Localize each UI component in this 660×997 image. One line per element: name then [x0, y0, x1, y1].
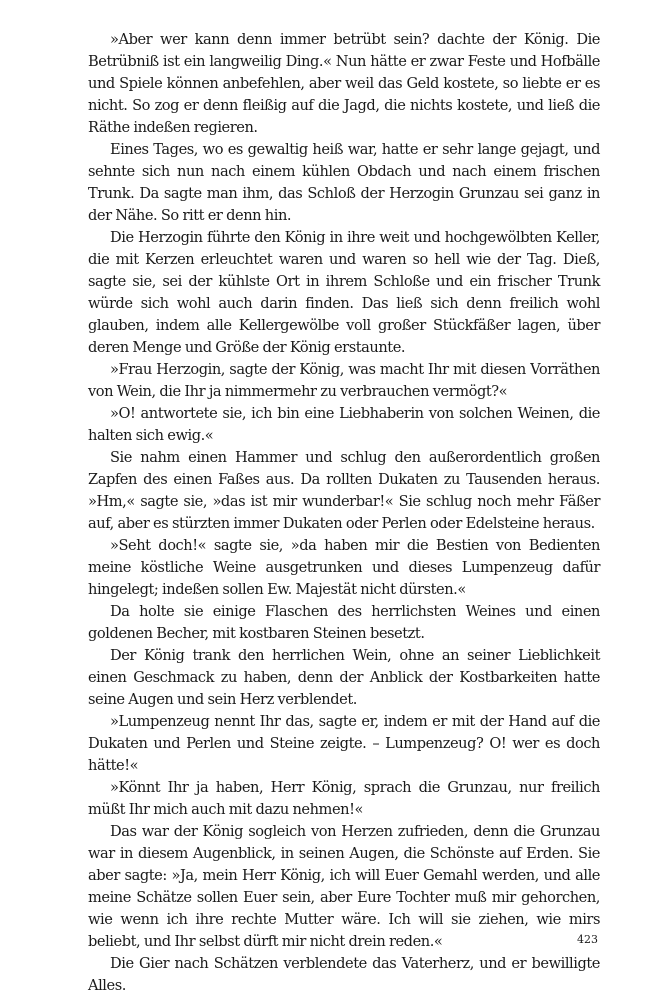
- paragraph: Das war der König sogleich von Herzen zufrieden, denn die Grunzau war in diesem Augenblick, in seinen Augen, die Schönste auf Erden. Sie aber sagte: »Ja, mein Herr König, ich will Euer Gemahl werden, und alle meine Schätze sollen Euer sein, aber Eure Tochter muß mir gehorchen, wie wenn ich ihre rechte Mutter wäre. Ich will sie ziehen, wie mirs beliebt, und Ihr selbst dürft mir nicht drein reden.«: [88, 823, 600, 950]
- paragraph: Die Herzogin führte den König in ihre weit und hochgewölbten Keller, die mit Kerzen erleuchtet waren und waren so hell wie der Tag. Dieß, sagte sie, sei der kühlste Ort in ihrem Schloße und ein frischer Trunk würde sich wohl auch darin finden. Das ließ sich denn freilich wohl glauben, indem alle Kellergewölbe voll großer Stückfäßer lagen, über deren Menge und Größe der König erstaunte.: [88, 229, 600, 356]
- page-number: 423: [577, 933, 598, 946]
- paragraph: Da holte sie einige Flaschen des herrlichsten Weines und einen goldenen Becher, mit kostbaren Steinen besetzt.: [88, 603, 600, 642]
- paragraph: »Aber wer kann denn immer betrübt sein? dachte der König. Die Betrübniß ist ein langweilig Ding.« Nun hätte er zwar Feste und Hofbälle und Spiele können anbefehlen, aber weil das Geld kostete, so liebte er es nicht. So zog er denn fleißig auf die Jagd, die nichts kostete, und ließ die Räthe indeßen regieren.: [88, 31, 600, 136]
- paragraph: Der König trank den herrlichen Wein, ohne an seiner Lieblichkeit einen Geschmack zu haben, denn der Anblick der Kostbarkeiten hatte seine Augen und sein Herz verblendet.: [88, 647, 600, 708]
- paragraph: »O! antwortete sie, ich bin eine Liebhaberin von solchen Weinen, die halten sich ewig.«: [88, 405, 600, 444]
- paragraph: »Frau Herzogin, sagte der König, was macht Ihr mit diesen Vorräthen von Wein, die Ihr ja nimmermehr zu verbrauchen vermögt?«: [88, 361, 600, 400]
- page-body: [88, 29, 600, 997]
- paragraph: »Seht doch!« sagte sie, »da haben mir die Bestien von Bedienten meine köstliche Weine ausgetrunken und dieses Lumpenzeug dafür hingelegt; indeßen sollen Ew. Majestät nicht dürsten.«: [88, 537, 600, 598]
- paragraph: Eines Tages, wo es gewaltig heiß war, hatte er sehr lange gejagt, und sehnte sich nun nach einem kühlen Obdach und nach einem frischen Trunk. Da sagte man ihm, das Schloß der Herzogin Grunzau sei ganz in der Nähe. So ritt er denn hin.: [88, 141, 600, 224]
- paragraph: »Lumpenzeug nennt Ihr das, sagte er, indem er mit der Hand auf die Dukaten und Perlen und Steine zeigte. – Lumpenzeug? O! wer es doch hätte!«: [88, 713, 600, 774]
- paragraph: Sie nahm einen Hammer und schlug den außerordentlich großen Zapfen des einen Faßes aus. Da rollten Dukaten zu Tausenden heraus. »Hm,« sagte sie, »das ist mir wunderbar!« Sie schlug noch mehr Fäßer auf, aber es stürzten immer Dukaten oder Perlen oder Edelsteine heraus.: [88, 449, 600, 532]
- paragraph: Die Gier nach Schätzen verblendete das Vaterherz, und er bewilligte Alles.: [88, 955, 600, 994]
- paragraph: »Könnt Ihr ja haben, Herr König, sprach die Grunzau, nur freilich müßt Ihr mich auch mit dazu nehmen!«: [88, 779, 600, 818]
